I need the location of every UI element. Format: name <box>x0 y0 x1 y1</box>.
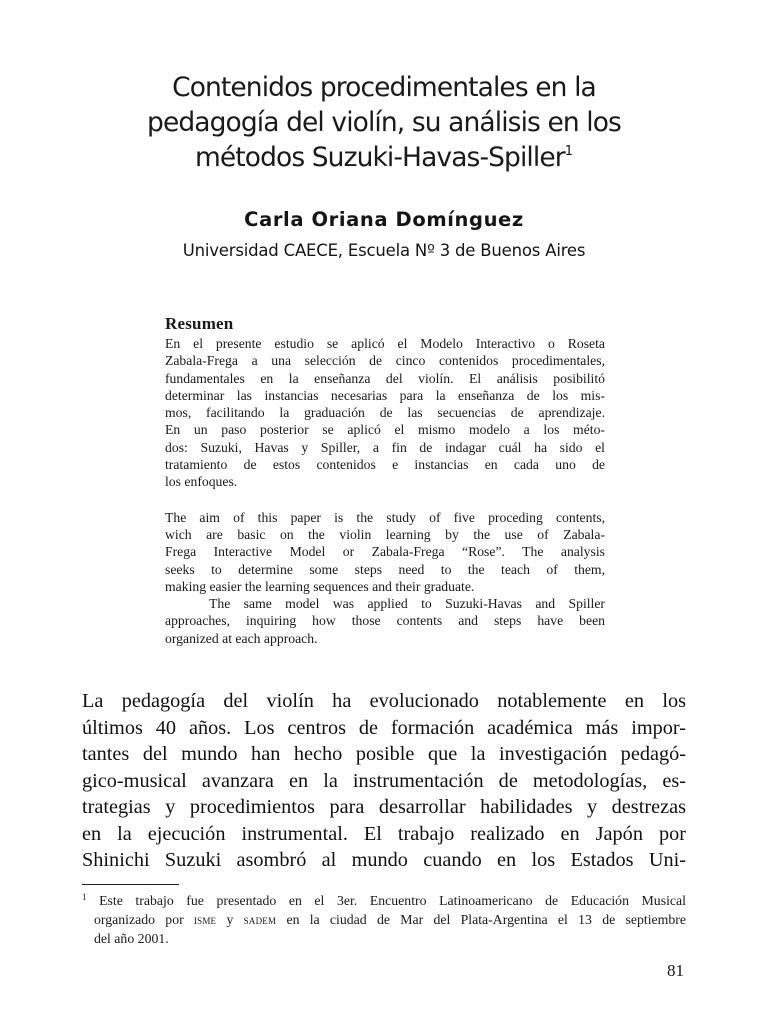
abstract-line: mos, facilitando la graduación de las secuencias de aprendizaje. <box>165 405 605 421</box>
abstract-line: The same model was applied to Suzuki-Havas and Spiller <box>209 596 605 612</box>
title-line <box>60 140 708 175</box>
abstract-line: En un paso posterior se aplicó el mismo modelo a los méto- <box>165 422 605 438</box>
abstract-line: los enfoques. <box>165 474 238 490</box>
footnote-divider <box>82 884 179 885</box>
footnote-line <box>82 911 686 931</box>
abstract-line: fundamentales en la enseñanza del violín. El análisis posibilitó <box>165 370 605 386</box>
body-line: La pedagogía del violín ha evolucionado notablemente en los <box>82 690 686 712</box>
org-isme: ISME <box>193 915 217 926</box>
abstract-line: making easier the learning sequences and their graduate. <box>165 578 475 594</box>
abstract-line: wich are basic on the violin learning by the use of Zabala- <box>165 526 605 542</box>
abstract-line: Zabala-Frega a una selección de cinco contenidos procedimentales, <box>165 353 605 369</box>
page-number: 81 <box>667 961 684 980</box>
org-sadem: SADEM <box>243 915 277 926</box>
title-footnote-mark[interactable]: 1 <box>564 144 574 159</box>
title-line-text: métodos Suzuki-Havas-Spiller <box>194 142 565 173</box>
body-paragraph <box>82 688 686 874</box>
body-line: tantes del mundo han hecho posible que la investigación pedagó- <box>82 743 686 765</box>
article-title <box>60 70 708 175</box>
body-line: últimos 40 años. Los centros de formación académica más impor- <box>82 716 686 739</box>
footnote-text: organizado por <box>94 911 194 927</box>
footnote-line: del año 2001. <box>94 931 169 946</box>
abstract-english <box>165 509 605 647</box>
abstract-line: seeks to determine some steps need to the teach of them, <box>165 561 605 577</box>
abstract-line: approaches, inquiring how those contents and steps have been <box>165 613 605 629</box>
title-line: Contenidos procedimentales en la <box>172 72 596 103</box>
abstract-line: determinar las instancias necesarias para la enseñanza de los mis- <box>165 387 605 403</box>
abstract-line: En el presente estudio se aplicó el Modelo Interactivo o Roseta <box>165 336 605 351</box>
abstract-heading: Resumen <box>165 314 234 333</box>
abstract-line: The aim of this paper is the study of five proceding contents, <box>165 509 605 525</box>
abstract-line: Frega Interactive Model or Zabala-Frega “Rose”. The analysis <box>165 544 605 560</box>
abstract-line: dos: Suzuki, Havas y Spiller, a fin de indagar cuál ha sido el <box>165 439 605 455</box>
footnote-text: en la ciudad de Mar del Plata-Argentina el 13 de septiembre <box>276 911 686 927</box>
abstract-line: tratamiento de estos contenidos e instancias en cada uno de <box>165 457 605 473</box>
footnote-line <box>82 892 686 911</box>
body-line: en la ejecución instrumental. El trabajo realizado en Japón por <box>82 822 686 845</box>
footnote <box>82 892 686 949</box>
footnote-mark: 1 <box>82 892 87 902</box>
abstract-line: organized at each approach. <box>165 630 318 646</box>
body-line: Shinichi Suzuki asombró al mundo cuando en los Estados Uni- <box>82 849 686 871</box>
abstract-spanish <box>165 335 605 491</box>
author-name: Carla Oriana Domínguez <box>244 208 524 231</box>
author-affiliation: Universidad CAECE, Escuela Nº 3 de Buenos Aires <box>182 241 586 260</box>
footnote-text: Este trabajo fue presentado en el 3er. Encuentro Latinoamericano de Educación Musical <box>99 893 686 908</box>
footnote-text: y <box>216 911 244 927</box>
abstract <box>165 313 605 647</box>
body-line: trategias y procedimientos para desarrollar habilidades y destrezas <box>82 796 686 818</box>
body-line: gico-musical avanzara en la instrumentación de metodologías, es- <box>82 769 686 792</box>
title-line: pedagogía del violín, su análisis en los <box>147 107 621 138</box>
